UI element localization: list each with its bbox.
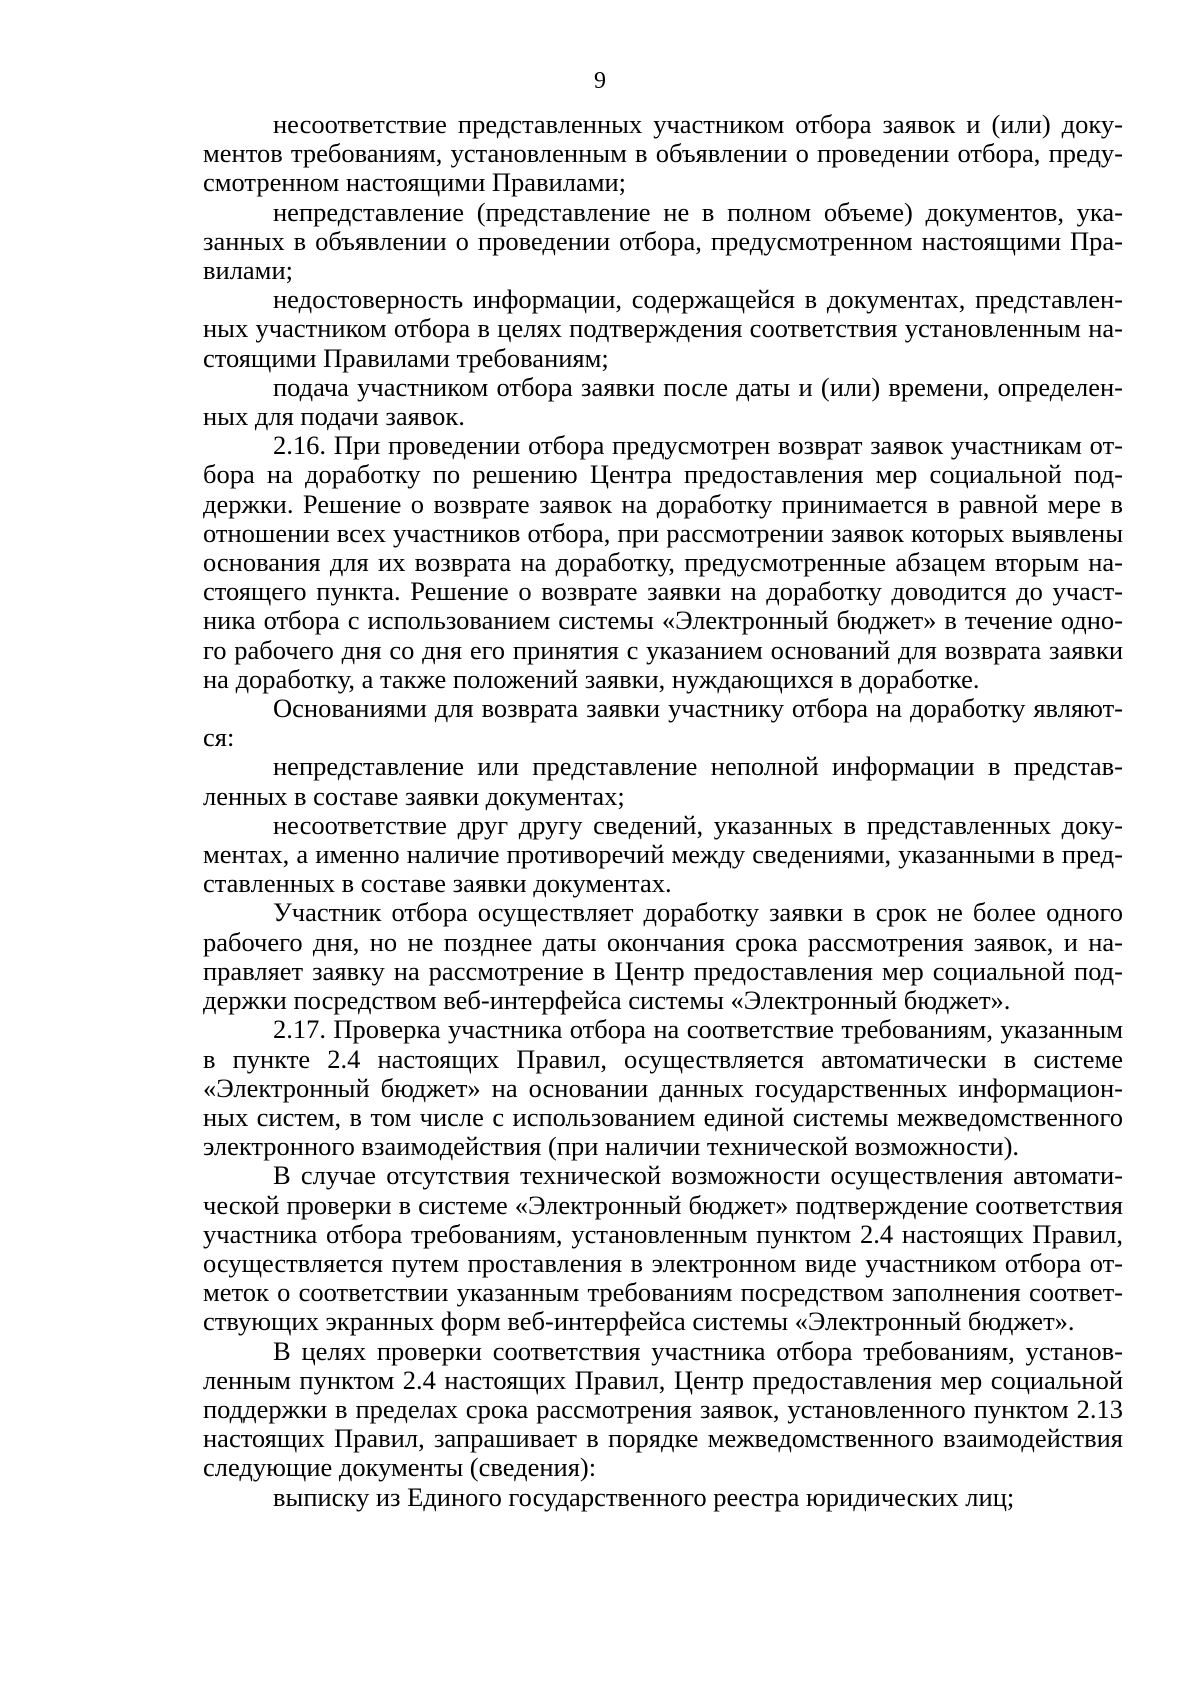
paragraph-9: Участник отбора осуществляет доработку заявки в срок не более одного рабочего дня, но не позднее даты окончания срока рассмотрения заявок, и направляет заявку на рассмотрение в Центр предоставления мер социальной поддержки посредством веб-интерфейса системы «Электронный бюджет». (203, 897, 1123, 1016)
paragraph-12: В целях проверки соответствия участника отбора требованиям, установленным пунктом 2.4 настоящих Правил, Центр предоставления мер социальной поддержки в пределах срока рассмотрения заявок, установленного пунктом 2.13 настоящих Правил, запрашивает в порядке межведомственного взаимодействия следующие документы (сведения): (203, 1335, 1123, 1483)
paragraph-11: В случае отсутствия технической возможности осуществления автоматической проверки в системе «Электронный бюджет» подтверждение соответствия участника отбора требованиям, установленным пунктом 2.4 настоящих Правил, осуществляется путем проставления в электронном виде участником отбора отметок о соответствии указанным требованиям посредством заполнения соответствующих экранных форм веб-интерфейса системы «Электронный бюджет». (203, 1160, 1123, 1337)
paragraph-3: недостоверность информации, содержащейся в документах, представленных участником отбора в целях подтверждения соответствия установленным настоящими Правилами требованиям; (203, 284, 1123, 373)
paragraph-2: непредставление (представление не в полном объеме) документов, указанных в объявлении о проведении отбора, предусмотренном настоящими Правилами; (203, 196, 1123, 286)
paragraph-4: подача участником отбора заявки после даты и (или) времени, определенных для подачи заявок. (203, 371, 1123, 432)
paragraph-10: 2.17. Проверка участника отбора на соответствие требованиям, указанным в пункте 2.4 настоящих Правил, осуществляется автоматически в системе «Электронный бюджет» на основании данных государственных информационных систем, в том числе с использованием единой системы межведомственного электронного взаимодействия (при наличии технической возможности). (203, 1014, 1123, 1162)
paragraph-7: непредставление или представление неполной информации в представленных в составе заявки документах; (203, 751, 1123, 811)
page-number: 9 (594, 68, 606, 94)
paragraph-1: несоответствие представленных участником отбора заявок и (или) документов требованиям, установленным в объявлении о проведении отбора, предусмотренном настоящими Правилами; (203, 109, 1123, 198)
document-body (203, 110, 1123, 1512)
paragraph-13: выписку из Единого государственного реестра юридических лиц; (273, 1481, 1015, 1512)
paragraph-8: несоответствие друг другу сведений, указанных в представленных документах, а именно наличие противоречий между сведениями, указанными в представленных в составе заявки документах. (203, 809, 1123, 899)
paragraph-5: 2.16. При проведении отбора предусмотрен возврат заявок участникам отбора на доработку по решению Центра предоставления мер социальной поддержки. Решение о возврате заявок на доработку принимается в равной мере в отношении всех участников отбора, при рассмотрении заявок которых выявлены основания для их возврата на доработку, предусмотренные абзацем вторым настоящего пункта. Решение о возврате заявки на доработку доводится до участника отбора с использованием системы «Электронный бюджет» в течение одного рабочего дня со дня его принятия с указанием оснований для возврата заявки на доработку, а также положений заявки, нуждающихся в доработке. (203, 430, 1123, 694)
paragraph-6: Основаниями для возврата заявки участнику отбора на доработку являются: (203, 693, 1123, 753)
